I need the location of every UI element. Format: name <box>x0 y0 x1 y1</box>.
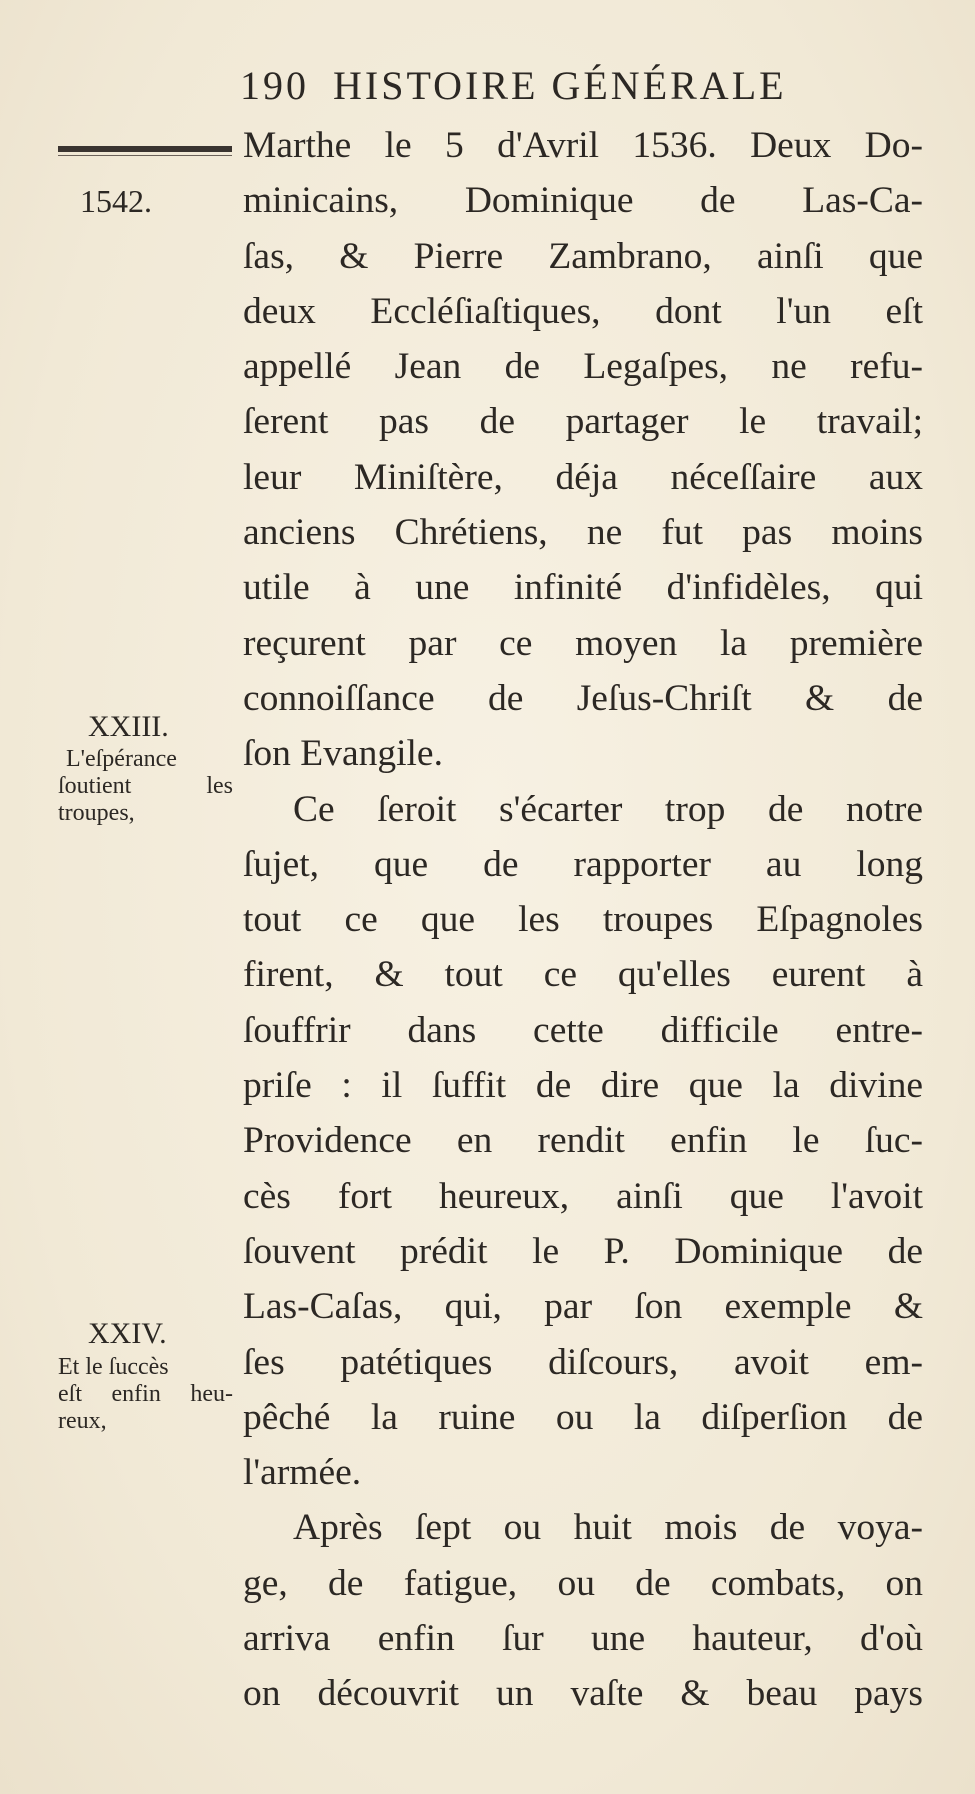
text-line: connoiſſance de Jeſus-Chriſt & de <box>243 677 923 719</box>
margin-note-24 <box>58 1354 233 1435</box>
page-number: 190 <box>240 63 309 108</box>
margin-note-line: eſt enfin heu- <box>58 1381 233 1407</box>
ornamental-rule <box>58 146 232 152</box>
text-line: ge, de fatigue, ou de combats, on <box>243 1562 923 1604</box>
text-line: Marthe le 5 d'Avril 1536. Deux Do- <box>243 125 923 166</box>
running-title: HISTOIRE GÉNÉRALE <box>333 63 787 108</box>
margin-year: 1542. <box>80 183 152 219</box>
text-line: ſas, & Pierre Zambrano, ainſi que <box>243 235 923 277</box>
margin-note-line: ſoutient les <box>58 773 233 799</box>
text-line: firent, & tout ce qu'elles eurent à <box>243 954 923 996</box>
margin-note-line: troupes, <box>58 800 135 826</box>
text-line: leur Miniſtère, déja néceſſaire aux <box>243 456 923 498</box>
text-line: minicains, Dominique de Las-Ca- <box>243 180 923 222</box>
text-line: arriva enfin ſur une hauteur, d'où <box>243 1618 923 1660</box>
margin-note-23 <box>58 746 233 827</box>
text-line: l'armée. <box>243 1452 362 1494</box>
text-line: Ce ſeroit s'écarter trop de notre <box>293 788 923 830</box>
text-line: cès fort heureux, ainſi que l'avoit <box>243 1175 923 1217</box>
text-line: priſe : il ſuffit de dire que la divine <box>243 1065 923 1107</box>
text-line: appellé Jean de Legaſpes, ne refu- <box>243 346 923 388</box>
text-line: ſerent pas de partager le travail; <box>243 401 923 443</box>
running-header <box>240 62 890 109</box>
text-line: pêché la ruine ou la diſperſion de <box>243 1396 923 1438</box>
text-line: ſouvent prédit le P. Dominique de <box>243 1230 923 1272</box>
body-text <box>243 118 923 1722</box>
margin-note-line: Et le ſuccès <box>58 1354 169 1380</box>
text-line: ſouffrir dans cette difficile entre- <box>243 1009 923 1051</box>
text-line: utile à une infinité d'infidèles, qui <box>243 567 923 609</box>
text-line: Providence en rendit enfin le ſuc- <box>243 1120 923 1162</box>
text-line: Après ſept ou huit mois de voya- <box>293 1507 923 1549</box>
text-line: ſon Evangile. <box>243 733 443 775</box>
text-line: tout ce que les troupes Eſpagnoles <box>243 899 923 941</box>
text-line: ſujet, que de rapporter au long <box>243 843 923 885</box>
ornamental-rule-thin <box>58 155 232 156</box>
margin-note-line: reux, <box>58 1408 107 1434</box>
text-line: deux Eccléſiaſtiques, dont l'un eſt <box>243 290 923 332</box>
margin-note-number-23: XXIII. <box>88 710 169 743</box>
margin-note-line: L'eſpérance <box>66 746 177 772</box>
text-line: ſes patétiques diſcours, avoit em- <box>243 1341 923 1383</box>
text-line: reçurent par ce moyen la première <box>243 622 923 664</box>
margin-note-number-24: XXIV. <box>88 1317 167 1350</box>
text-line: anciens Chrétiens, ne fut pas moins <box>243 512 923 554</box>
text-line: on découvrit un vaſte & beau pays <box>243 1673 923 1715</box>
text-line: Las-Caſas, qui, par ſon exemple & <box>243 1286 923 1328</box>
